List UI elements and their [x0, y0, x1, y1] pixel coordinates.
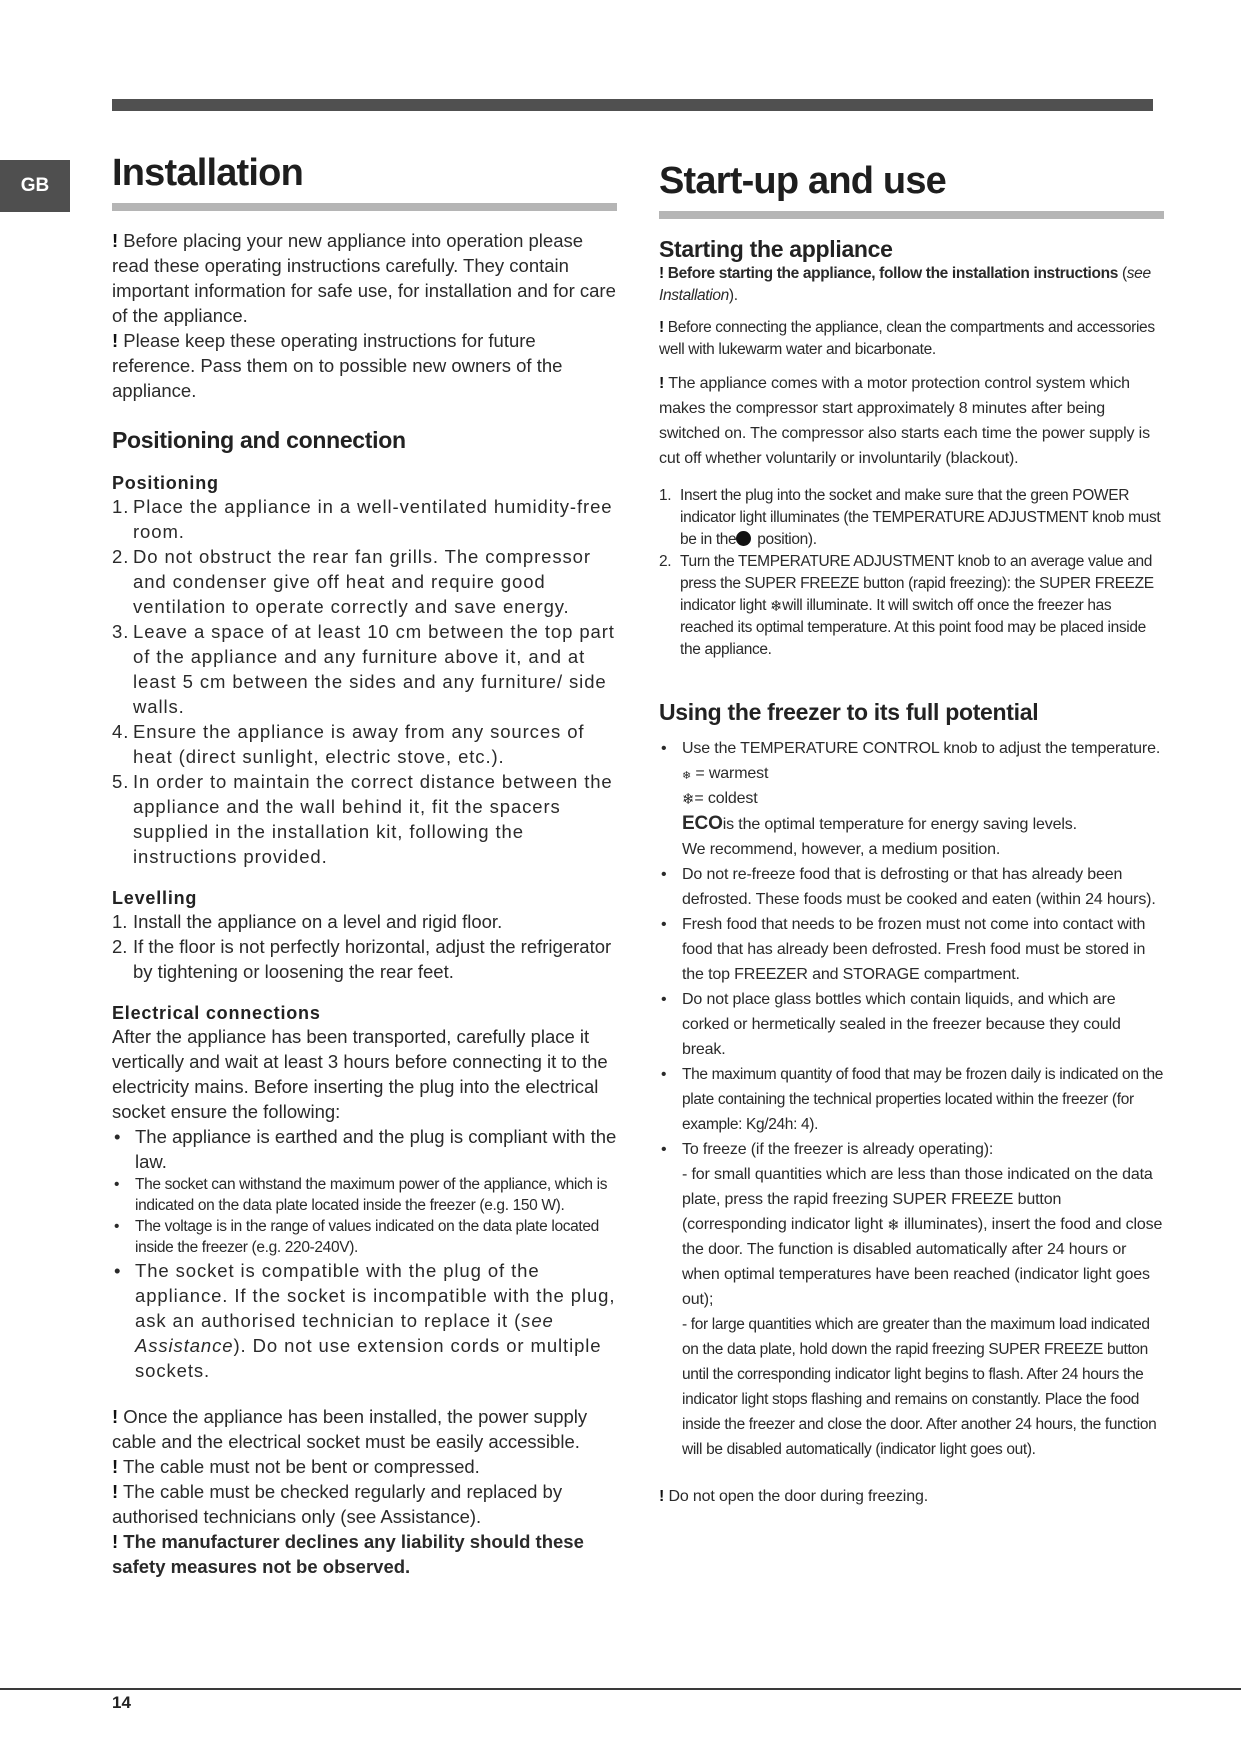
- list-item: • The voltage is in the range of values indicated on the data plate located inside the freezer (e.g. 220-240V).: [114, 1218, 599, 1256]
- startup-title: Start-up and use: [659, 160, 947, 202]
- list-item: • Use the TEMPERATURE CONTROL knob to adjust the temperature. ❄ = warmest ❄= coldest ECOis the optimal temperature for energy saving levels. We recommend, however, a medium position.: [661, 740, 1161, 858]
- list-item: • The maximum quantity of food that may be frozen daily is indicated on the plate containing the technical properties located within the freezer (for example: Kg/24h: 4).: [661, 1066, 1164, 1133]
- positioning-list: [112, 494, 617, 869]
- warnings-block: [112, 1404, 617, 1579]
- list-item: 2. Turn the TEMPERATURE ADJUSTMENT knob to an average value and press the SUPER FREEZE button (rapid freezing): the SUPER FREEZE indicator light ❄will illuminate. It will switch off once the freezer has reached its optimal temperature. At this point food may be placed inside the appliance.: [659, 553, 1154, 658]
- startup-column: [659, 158, 1164, 1509]
- list-item: 1. Install the appliance on a level and rigid floor.: [112, 911, 503, 932]
- electrical-heading: Electrical connections: [112, 1003, 321, 1023]
- list-item: • Do not re-freeze food that is defrosting or that has already been defrosted. These foods must be cooked and eaten (within 24 hours).: [661, 866, 1156, 908]
- intro-para: ! Before placing your new appliance into operation please read these operating instructions carefully. They contain important information for safe use, for installation and for care of the appliance.: [112, 230, 616, 326]
- installation-title: Installation: [112, 152, 303, 194]
- liability-warning: ! The manufacturer declines any liability should these safety measures not be observed.: [112, 1531, 584, 1577]
- warning: ! The cable must be checked regularly and replaced by authorised technicians only (see Assistance).: [112, 1481, 563, 1527]
- electrical-list: [112, 1124, 617, 1383]
- intro-block: [112, 228, 617, 403]
- list-item: • The socket is compatible with the plug of the appliance. If the socket is incompatible with the plug, ask an authorised technician to replace it (see Assistance). Do not use extension cords or multiple sockets.: [114, 1260, 616, 1381]
- list-item: 1. Insert the plug into the socket and make sure that the green POWER indicator light illuminates (the TEMPERATURE ADJUSTMENT knob must be in the position).: [659, 487, 1161, 548]
- warmest-snowflake-icon: ❄: [682, 770, 692, 782]
- levelling-list: [112, 909, 617, 984]
- list-item: • Fresh food that needs to be frozen must not come into contact with food that has already been defrosted. Fresh food must be stored in the top FREEZER and STORAGE compartment.: [661, 916, 1146, 983]
- list-item: 1. Place the appliance in a well-ventilated humidity-free room.: [112, 496, 613, 542]
- warning: ! The cable must not be bent or compressed.: [112, 1456, 480, 1477]
- list-item: • The appliance is earthed and the plug is compliant with the law.: [114, 1126, 617, 1172]
- intro-para: ! Please keep these operating instructions for future reference. Pass them on to possible new owners of the appliance.: [112, 330, 563, 401]
- freezer-heading: Using the freezer to its full potential: [659, 699, 1039, 725]
- clean-warning: ! Before connecting the appliance, clean the compartments and accessories well with lukewarm water and bicarbonate.: [659, 319, 1155, 358]
- language-tab: GB: [0, 160, 70, 212]
- eco-label: ECO: [682, 813, 723, 834]
- levelling-heading: Levelling: [112, 888, 198, 908]
- electrical-intro: After the appliance has been transported, carefully place it vertically and wait at least 3 hours before connecting it to the electricity mains. Before inserting the plug into the electrical socket ensure the following:: [112, 1026, 608, 1122]
- coldest-snowflake-icon: ❄: [682, 791, 695, 808]
- warning: ! Once the appliance has been installed, the power supply cable and the electrical socket must be easily accessible.: [112, 1406, 588, 1452]
- list-item: 4. Ensure the appliance is away from any sources of heat (direct sunlight, electric stove, etc.).: [112, 721, 585, 767]
- list-item: • Do not place glass bottles which contain liquids, and which are corked or hermetically sealed in the freezer because they could break.: [661, 991, 1121, 1058]
- install-warning: ! Before starting the appliance, follow the installation instructions (see Installation).: [659, 265, 1151, 304]
- super-freeze-icon: ❄: [887, 1217, 900, 1234]
- door-warning: ! Do not open the door during freezing.: [659, 1488, 929, 1505]
- header-bar: [112, 99, 1153, 111]
- freezer-list: [659, 736, 1164, 1462]
- list-item: • To freeze (if the freezer is already operating): - for small quantities which are less than those indicated on the data plate, press the rapid freezing SUPER FREEZE button (corresponding indicator light ❄ illuminates), insert the food and close the door. The function is disabled automatically after 24 hours or when optimal temperatures have been reached (indicator light goes out); - for large quantities which are greater than the maximum load indicated on the data plate, hold down the rapid freezing SUPER FREEZE button until the corresponding indicator light begins to flash. After 24 hours the indicator light stops flashing and remains on constantly. Place the food inside the freezer and close the door. After another 24 hours, the function will be disabled automatically (indicator light goes out).: [661, 1141, 1163, 1458]
- title-rule: [659, 211, 1164, 219]
- list-item: 3. Leave a space of at least 10 cm between the top part of the appliance and any furniture above it, and at least 5 cm between the sides and any furniture/ side walls.: [112, 621, 615, 717]
- list-item: 5. In order to maintain the correct distance between the appliance and the wall behind it, fit the spacers supplied in the installation kit, following the instructions provided.: [112, 771, 613, 867]
- list-item: 2. Do not obstruct the rear fan grills. The compressor and condenser give off heat and require good ventilation to operate correctly and save energy.: [112, 546, 591, 617]
- installation-column: [112, 150, 617, 1579]
- starting-heading: Starting the appliance: [659, 236, 893, 262]
- motor-warning: ! The appliance comes with a motor protection control system which makes the compressor start approximately 8 minutes after being switched on. The compressor also starts each time the power supply is cut off whether voluntarily or involuntarily (blackout).: [659, 375, 1150, 467]
- list-item: 2. If the floor is not perfectly horizontal, adjust the refrigerator by tightening or loosening the rear feet.: [112, 936, 612, 982]
- startup-steps: [659, 485, 1164, 661]
- section-title: Positioning and connection: [112, 427, 406, 453]
- positioning-heading: Positioning: [112, 473, 219, 493]
- list-item: • The socket can withstand the maximum power of the appliance, which is indicated on the data plate located inside the freezer (e.g. 150 W).: [114, 1176, 608, 1214]
- page-number: 14: [112, 1693, 131, 1712]
- super-freeze-icon: ❄: [770, 598, 783, 615]
- footer-rule: [0, 1688, 1241, 1690]
- title-rule: [112, 203, 617, 211]
- off-position-dot-icon: [736, 531, 751, 546]
